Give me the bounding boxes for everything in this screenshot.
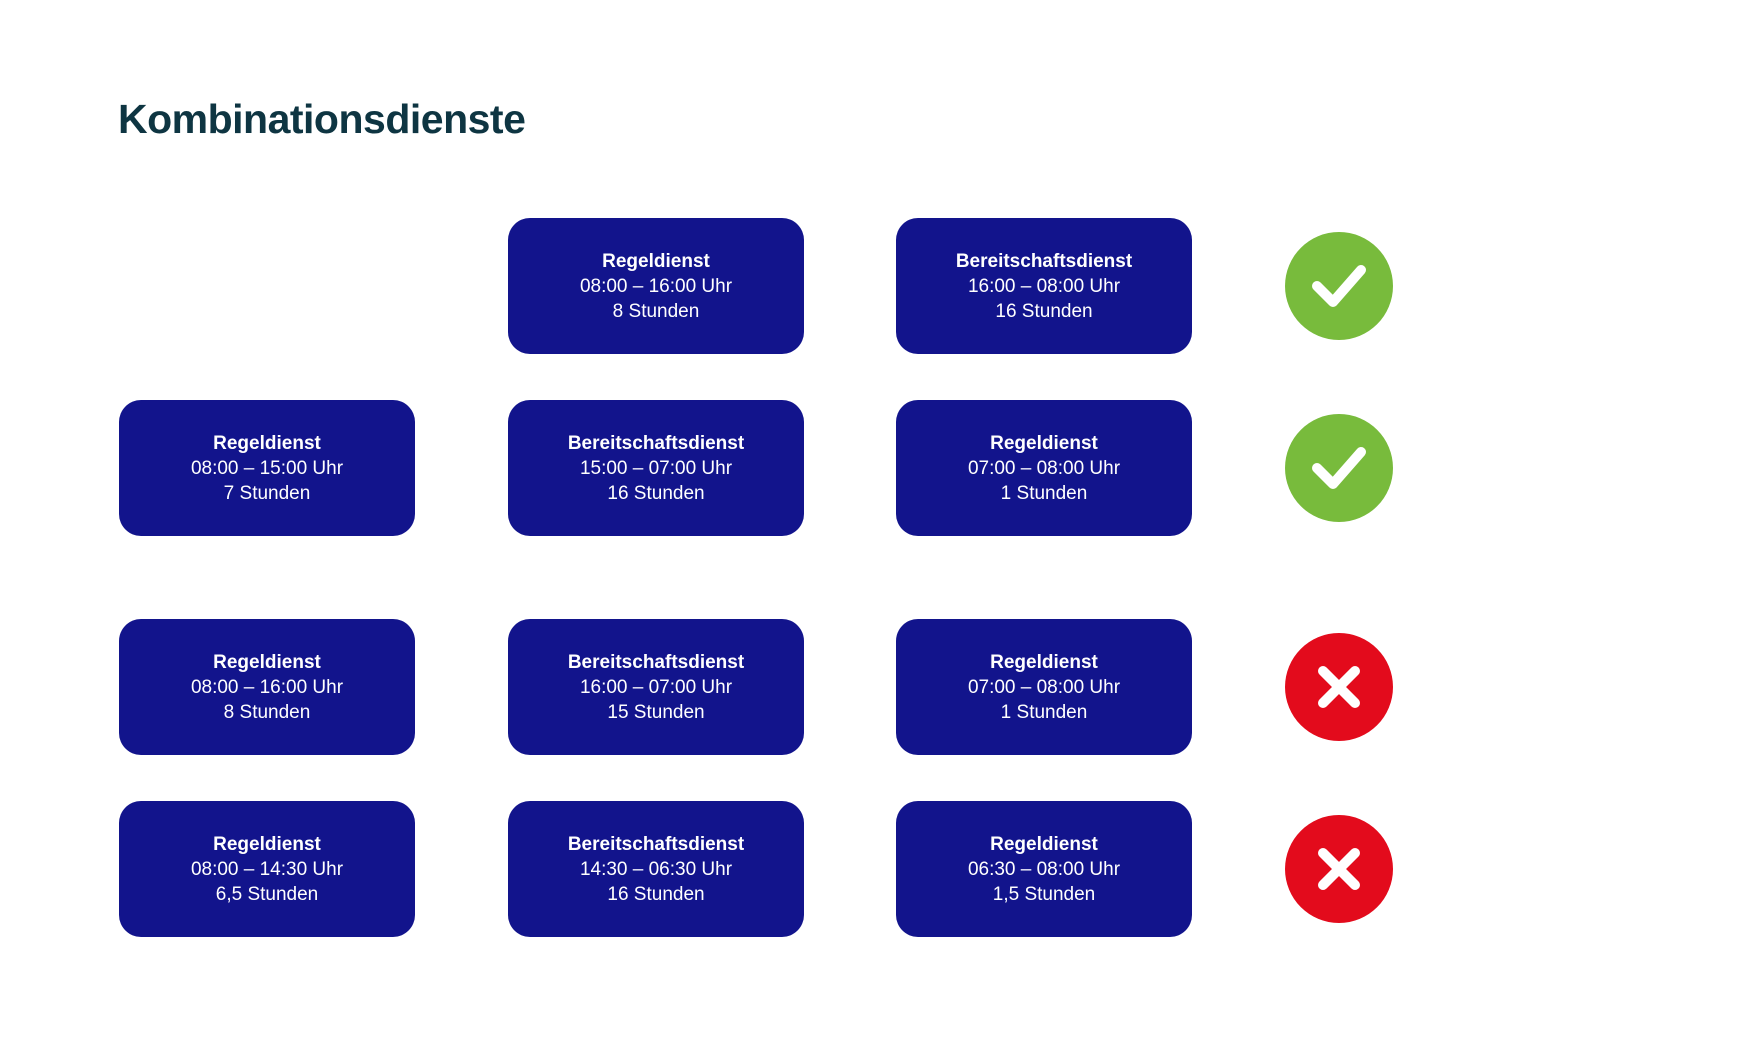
cross-icon [1285,815,1393,923]
shift-box [508,619,804,755]
check-icon [1285,232,1393,340]
shift-box [508,400,804,536]
shift-time: 16:00 – 07:00 Uhr [579,676,733,698]
shift-name: Bereitschaftsdienst [955,250,1133,272]
page-title: Kombinationsdienste [118,96,526,142]
shift-name: Bereitschaftsdienst [567,651,745,673]
shift-name: Bereitschaftsdienst [567,833,745,855]
shift-time: 08:00 – 15:00 Uhr [190,457,344,479]
shift-box [119,801,415,937]
shift-box [896,801,1192,937]
shift-name: Regeldienst [602,250,710,272]
shift-box [508,218,804,354]
shift-hours: 1,5 Stunden [992,883,1096,905]
shift-time: 08:00 – 14:30 Uhr [190,858,344,880]
shift-hours: 1 Stunden [1000,482,1088,504]
shift-box [896,400,1192,536]
shift-hours: 6,5 Stunden [215,883,319,905]
shift-box [508,801,804,937]
shift-box [119,400,415,536]
shift-name: Regeldienst [990,651,1098,673]
shift-hours: 16 Stunden [995,300,1093,322]
shift-name: Regeldienst [213,833,321,855]
shift-name: Regeldienst [990,432,1098,454]
shift-time: 07:00 – 08:00 Uhr [967,676,1121,698]
shift-box [896,619,1192,755]
shift-hours: 7 Stunden [223,482,311,504]
shift-time: 16:00 – 08:00 Uhr [967,275,1121,297]
shift-time: 15:00 – 07:00 Uhr [579,457,733,479]
shift-time: 06:30 – 08:00 Uhr [967,858,1121,880]
check-icon [1285,414,1393,522]
shift-hours: 1 Stunden [1000,701,1088,723]
shift-hours: 16 Stunden [607,883,705,905]
shift-time: 08:00 – 16:00 Uhr [579,275,733,297]
shift-name: Regeldienst [213,651,321,673]
shift-hours: 16 Stunden [607,482,705,504]
shift-time: 14:30 – 06:30 Uhr [579,858,733,880]
cross-icon [1285,633,1393,741]
shift-box [119,619,415,755]
shift-hours: 8 Stunden [612,300,700,322]
shift-time: 08:00 – 16:00 Uhr [190,676,344,698]
shift-time: 07:00 – 08:00 Uhr [967,457,1121,479]
shift-hours: 15 Stunden [607,701,705,723]
shift-name: Regeldienst [990,833,1098,855]
shift-box [896,218,1192,354]
shift-hours: 8 Stunden [223,701,311,723]
shift-name: Regeldienst [213,432,321,454]
shift-name: Bereitschaftsdienst [567,432,745,454]
